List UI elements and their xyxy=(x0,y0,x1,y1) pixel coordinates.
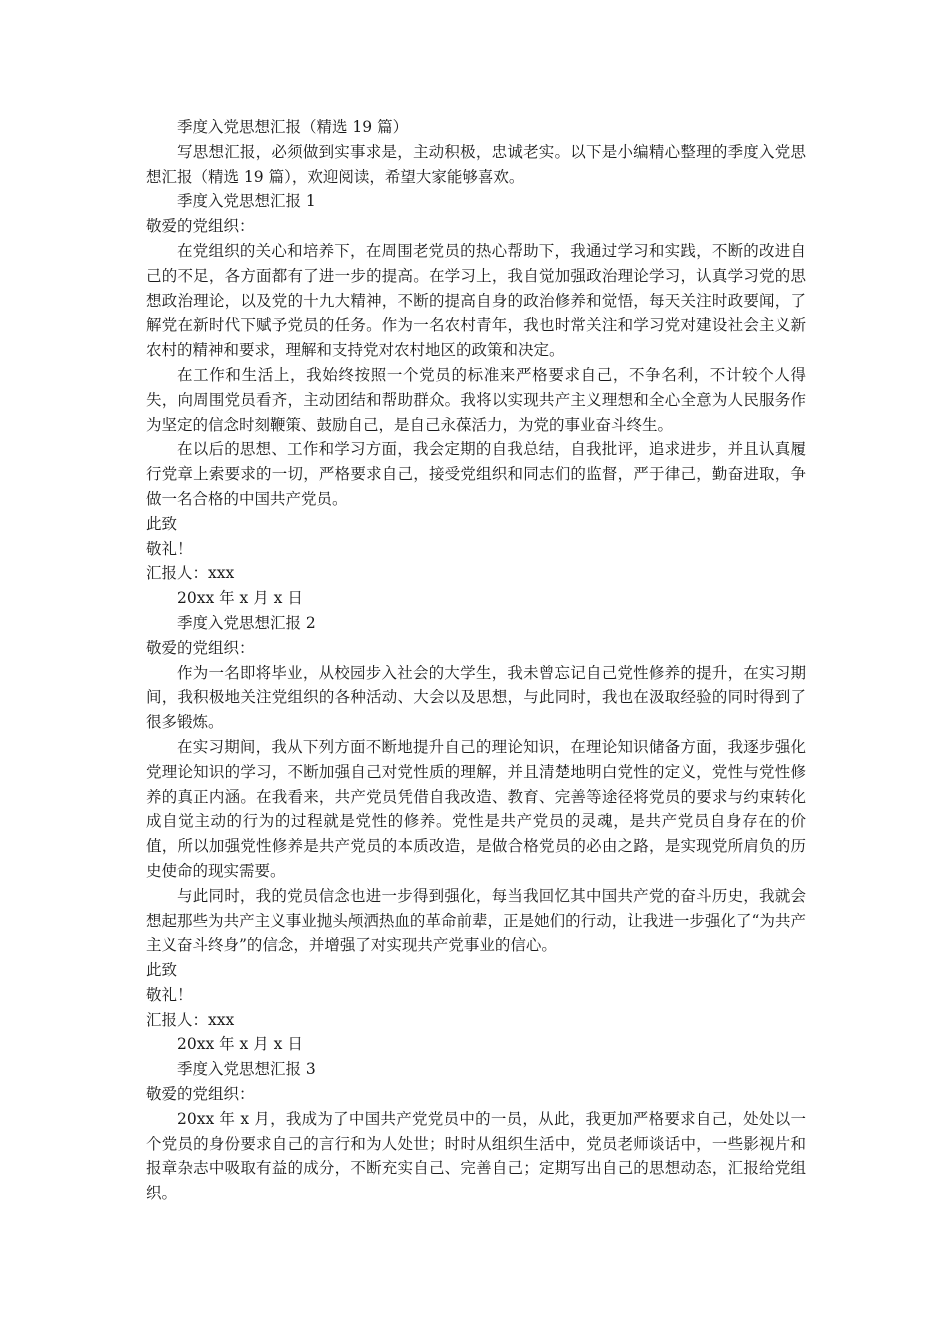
section-heading: 季度入党思想汇报 3 xyxy=(177,1060,316,1079)
body-paragraph: 在工作和生活上，我始终按照一个党员的标准来严格要求自己，不争名利，不计较个人得失，向周围党员看齐，主动团结和帮助群众。我将以实现共产主义理想和全心全意为人民服务作为坚定的信念时刻鞭策、鼓励自己，是自己永葆活力，为党的事业奋斗终生。 xyxy=(146,365,806,434)
closing-line: 此致 xyxy=(146,514,178,533)
body-paragraph: 20xx 年 x 月，我成为了中国共产党党员中的一员，从此，我更加严格要求自己，处处以一个党员的身份要求自己的言行和为人处世；时时从组织生活中，党员老师谈话中，一些影视片和报章杂志中吸取有益的成分，不断充实自己、完善自己；定期写出自己的思想动态，汇报给党组织。 xyxy=(146,1109,806,1203)
document-title: 季度入党思想汇报（精选 19 篇） xyxy=(177,118,409,136)
section-heading: 季度入党思想汇报 1 xyxy=(177,192,316,211)
salutation: 敬爱的党组织： xyxy=(146,1085,255,1104)
body-paragraph: 与此同时，我的党员信念也进一步得到强化，每当我回忆其中国共产党的奋斗历史，我就会想起那些为共产主义事业抛头颅洒热血的革命前辈，正是她们的行动，让我进一步强化了“为共产主义奋斗终身”的信念，并增强了对实现共产党事业的信心。 xyxy=(146,886,806,955)
body-paragraph: 在以后的思想、工作和学习方面，我会定期的自我总结，自我批评，追求进步，并且认真履行党章上索要求的一切，严格要求自己，接受党组织和同志们的监督，严于律己，勤奋进取，争做一名合格的中国共产党员。 xyxy=(146,440,806,508)
date-line: 20xx 年 x 月 x 日 xyxy=(177,1035,303,1054)
date-line: 20xx 年 x 月 x 日 xyxy=(177,589,303,608)
document-body xyxy=(146,115,806,1206)
closing-salute: 敬礼！ xyxy=(146,539,193,558)
intro-paragraph: 写思想汇报，必须做到实事求是，主动积极，忠诚老实。以下是小编精心整理的季度入党思想汇报（精选 19 篇），欢迎阅读，希望大家能够喜欢。 xyxy=(146,142,806,186)
section-heading: 季度入党思想汇报 2 xyxy=(177,613,316,632)
salutation: 敬爱的党组织： xyxy=(146,638,255,657)
body-paragraph: 作为一名即将毕业，从校园步入社会的大学生，我未曾忘记自己党性修养的提升，在实习期间，我积极地关注党组织的各种活动、大会以及思想，与此同时，我也在汲取经验的同时得到了很多锻炼。 xyxy=(146,663,806,732)
body-paragraph: 在实习期间，我从下列方面不断地提升自己的理论知识，在理论知识储备方面，我逐步强化党理论知识的学习，不断加强自己对党性质的理解，并且清楚地明白党性的定义，党性与党性修养的真正内涵。在我看来，共产党员凭借自我改造、教育、完善等途径将党员的要求与约束转化成自觉主动的行为的过程就是党性的修养。党性是共产党员的灵魂，是共产党员自身存在的价值，所以加强党性修养是共产党员的本质改造，是做合格党员的必由之路，是实现党所肩负的历史使命的现实需要。 xyxy=(146,737,806,880)
closing-line: 此致 xyxy=(146,961,178,980)
salutation: 敬爱的党组织： xyxy=(146,217,255,236)
reporter-line: 汇报人：xxx xyxy=(146,564,235,583)
body-paragraph: 在党组织的关心和培养下，在周围老党员的热心帮助下，我通过学习和实践，不断的改进自己的不足，各方面都有了进一步的提高。在学习上，我自觉加强政治理论学习，认真学习党的思想政治理论，以及党的十九大精神，不断的提高自身的政治修养和觉悟，每天关注时政要闻，了解党在新时代下赋予党员的任务。作为一名农村青年，我也时常关注和学习党对建设社会主义新农村的精神和要求，理解和支持党对农村地区的政策和决定。 xyxy=(146,241,806,360)
reporter-line: 汇报人：xxx xyxy=(146,1010,235,1029)
closing-salute: 敬礼！ xyxy=(146,985,193,1004)
